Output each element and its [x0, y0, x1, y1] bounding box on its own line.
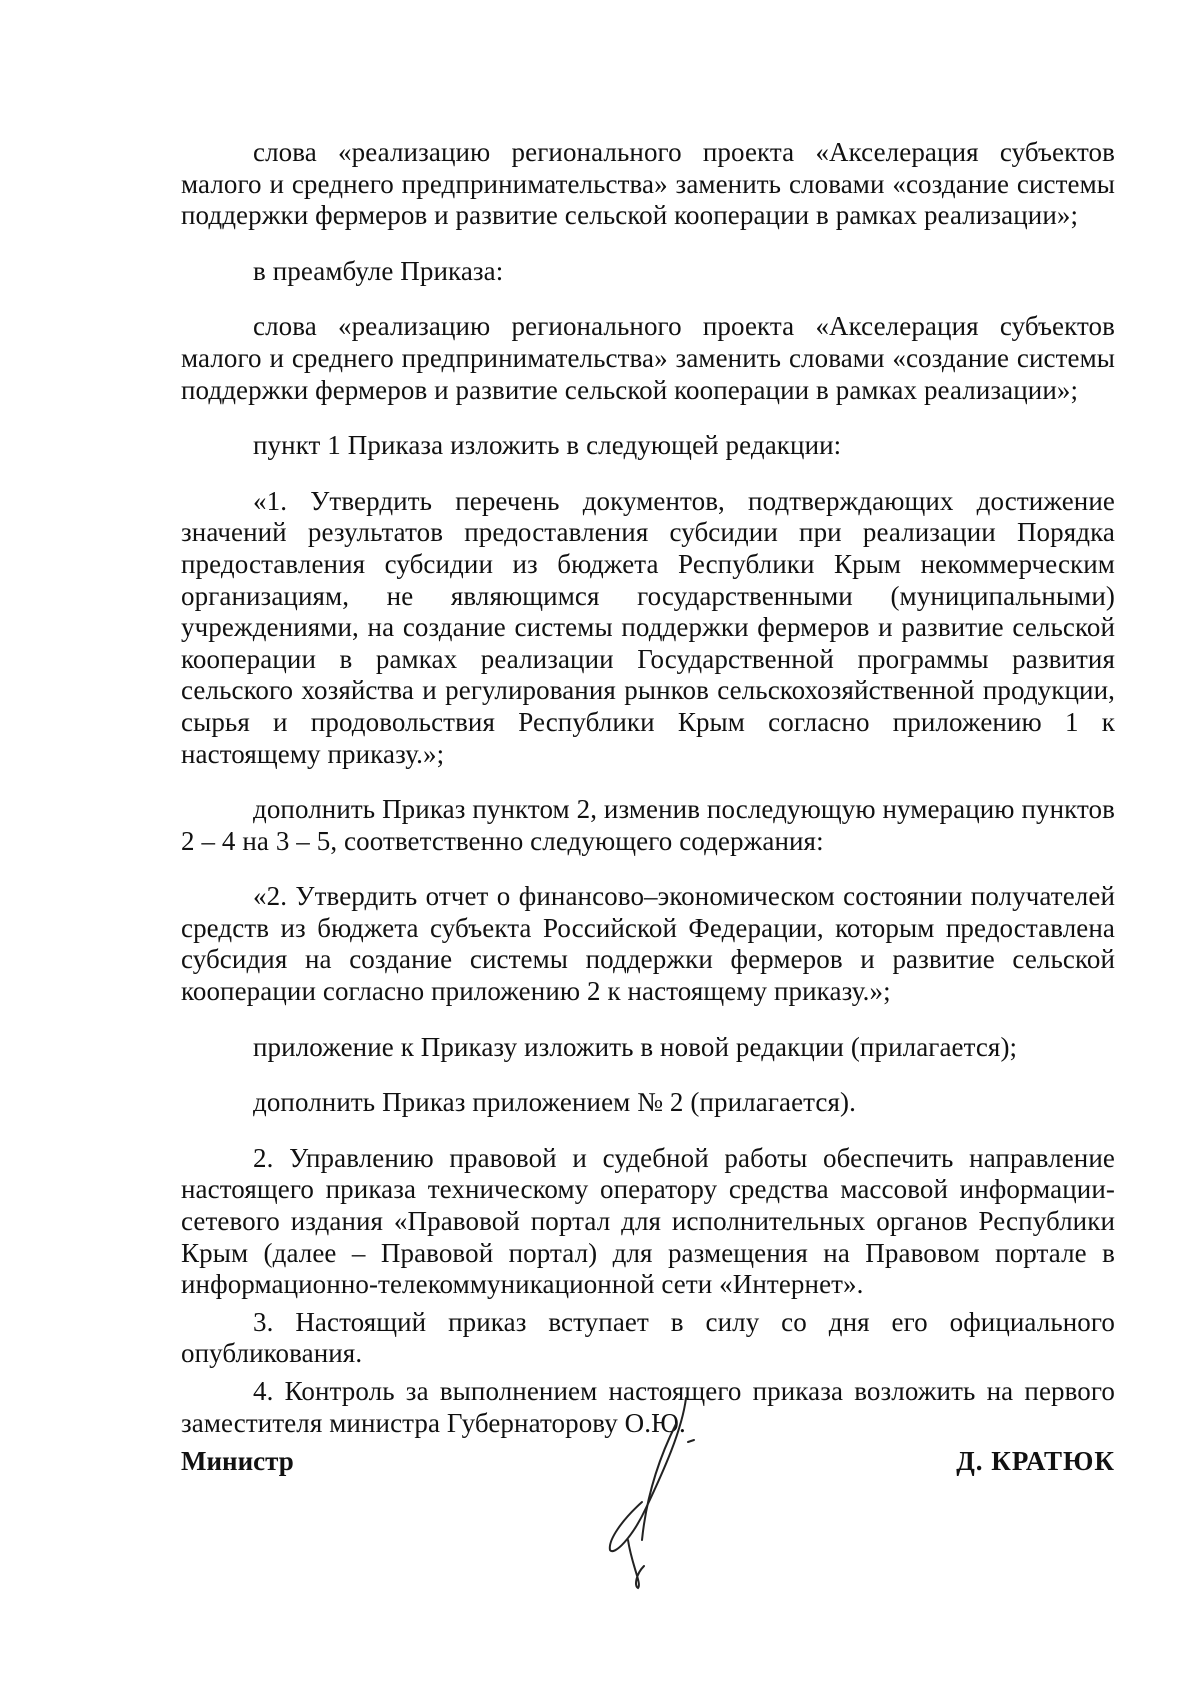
paragraph-10: 2. Управлению правовой и судебной работы обеспечить направление настоящего приказа техническому оператору средства массовой информации-сетевого издания «Правовой портал для исполнительных органов Республики Крым (далее – Правовой портал) для размещения на Правовом портале в информационно-телекоммуникационной сети «Интернет».: [181, 1142, 1115, 1300]
document-body: [181, 137, 1115, 1439]
paragraph-3: слова «реализацию регионального проекта «Акселерация субъектов малого и среднего предпринимательства» заменить словами «создание системы поддержки фермеров и развитие сельской кооперации в рамках реализации»;: [181, 311, 1115, 405]
signatory-title: Министр: [181, 1446, 294, 1476]
paragraph-7: «2. Утвердить отчет о финансово–экономическом состоянии получателей средств из бюджета субъекта Российской Федерации, которым предоставлена субсидия на создание системы поддержки фермеров и развитие сельской кооперации согласно приложению 2 к настоящему приказу.»;: [181, 881, 1115, 1007]
signatory-name: Д. КРАТЮК: [956, 1446, 1115, 1476]
paragraph-11: 3. Настоящий приказ вступает в силу со дня его официального опубликования.: [181, 1306, 1115, 1369]
paragraph-4: пункт 1 Приказа изложить в следующей редакции:: [253, 430, 842, 461]
paragraph-2: в преамбуле Приказа:: [253, 255, 504, 286]
paragraph-6: дополнить Приказ пунктом 2, изменив последующую нумерацию пунктов 2 – 4 на 3 – 5, соответственно следующего содержания:: [181, 794, 1115, 856]
paragraph-12: 4. Контроль за выполнением настоящего приказа возложить на первого заместителя министра Губернаторову О.Ю.: [181, 1376, 1115, 1438]
paragraph-8: приложение к Приказу изложить в новой редакции (прилагается);: [253, 1031, 1018, 1062]
handwritten-signature: [598, 1390, 768, 1590]
paragraph-1: слова «реализацию регионального проекта «Акселерация субъектов малого и среднего предпринимательства» заменить словами «создание системы поддержки фермеров и развитие сельской кооперации в рамках реализации»;: [181, 137, 1115, 231]
paragraph-5: «1. Утвердить перечень документов, подтверждающих достижение значений результатов предоставления субсидии при реализации Порядка предоставления субсидии из бюджета Республики Крым некоммерческим организациям, не являющимся государственными (муниципальными) учреждениями, на создание системы поддержки фермеров и развитие сельской кооперации в рамках реализации Государственной программы развития сельского хозяйства и регулирования рынков сельскохозяйственной продукции, сырья и продовольствия Республики Крым согласно приложению 1 к настоящему приказу.»;: [181, 485, 1115, 769]
paragraph-9: дополнить Приказ приложением № 2 (прилагается).: [253, 1087, 856, 1118]
